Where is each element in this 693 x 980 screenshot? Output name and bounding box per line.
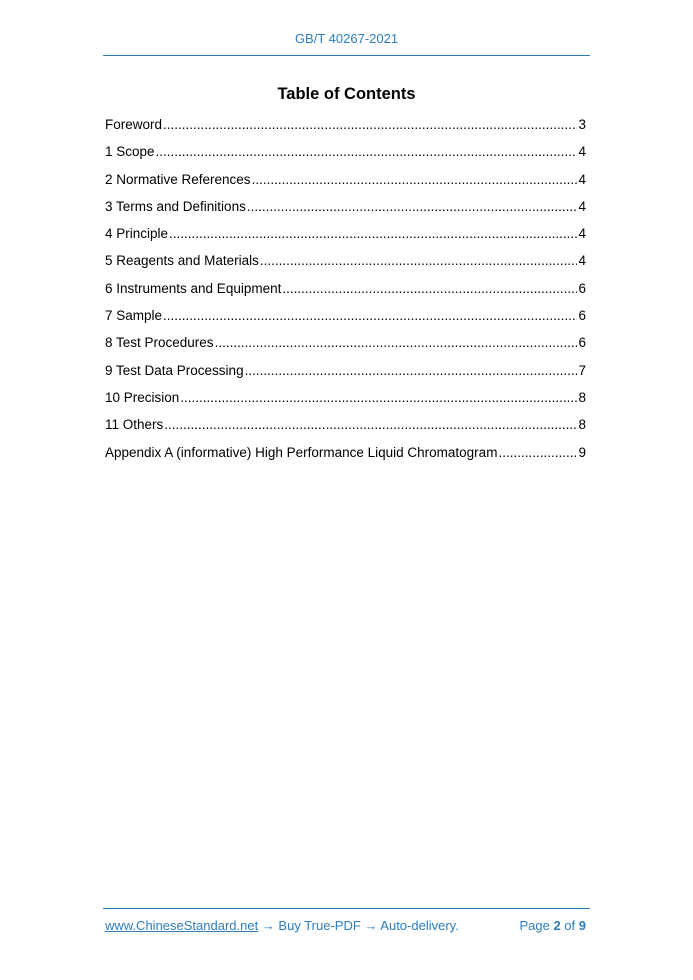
toc-entry-label: 1 Scope: [105, 144, 155, 160]
dot-leader: [163, 117, 577, 132]
dot-leader: [169, 226, 577, 241]
toc-entry-principle[interactable]: [105, 226, 586, 253]
toc-entry-page: 4: [578, 253, 586, 269]
page-number-of: of: [560, 918, 579, 933]
toc-entry-label: 8 Test Procedures: [105, 335, 214, 351]
toc-entry-page: 4: [578, 171, 586, 187]
toc-entry-label: 4 Principle: [105, 226, 169, 242]
footer-promo: [105, 918, 459, 933]
page-number-current: 2: [553, 918, 561, 933]
toc-entry-test-procedures[interactable]: [105, 335, 586, 362]
toc-entry-normative-references[interactable]: [105, 172, 586, 199]
dot-leader: [164, 417, 577, 432]
footer-promo-text: → Buy True-PDF → Auto-delivery.: [258, 918, 459, 933]
dot-leader: [156, 144, 578, 159]
page-number-total: 9: [578, 918, 586, 933]
dot-leader: [215, 335, 578, 350]
footer-divider: [103, 908, 590, 909]
toc-entry-label: 7 Sample: [105, 308, 163, 324]
toc-entry-page: 7: [578, 362, 586, 378]
toc-entry-label: 6 Instruments and Equipment: [105, 280, 282, 296]
toc-entry-page: 9: [578, 444, 586, 460]
toc-entry-scope[interactable]: [105, 144, 586, 171]
toc-entry-foreword[interactable]: [105, 117, 586, 144]
toc-entry-page: 6: [578, 335, 586, 351]
dot-leader: [282, 281, 577, 296]
toc-entry-page: 4: [578, 198, 586, 214]
toc-entry-page: 8: [578, 417, 586, 433]
dot-leader: [498, 445, 577, 460]
toc-entry-others[interactable]: [105, 417, 586, 444]
header-divider: [103, 55, 590, 56]
toc-entry-label: 3 Terms and Definitions: [105, 198, 246, 214]
toc-entry-label: 2 Normative References: [105, 171, 251, 187]
toc-entry-page: 3: [578, 117, 586, 132]
dot-leader: [245, 363, 578, 378]
toc-entry-label: 5 Reagents and Materials: [105, 253, 259, 269]
toc-entry-page: 8: [578, 389, 586, 405]
toc-entry-terms-and-definitions[interactable]: [105, 199, 586, 226]
toc-entry-page: 4: [578, 226, 586, 242]
toc-entry-label: Appendix A (informative) High Performance Liquid Chromatogram: [105, 444, 498, 460]
page-title: Table of Contents: [277, 85, 416, 103]
dot-leader: [163, 308, 577, 323]
website-link[interactable]: www.ChineseStandard.net: [105, 918, 259, 933]
dot-leader: [180, 390, 577, 405]
toc-entry-label: 9 Test Data Processing: [105, 362, 244, 378]
toc-entry-instruments-and-equipment[interactable]: [105, 281, 586, 308]
toc-entry-precision[interactable]: [105, 390, 586, 417]
toc-entry-reagents-and-materials[interactable]: [105, 253, 586, 280]
toc-entry-page: 6: [578, 308, 586, 324]
toc-entry-label: Foreword: [105, 117, 163, 132]
page-number-prefix: Page: [519, 918, 554, 933]
toc-entry-page: 6: [578, 280, 586, 296]
document-code-header: GB/T 40267-2021: [294, 31, 399, 46]
page-number: [519, 918, 586, 933]
table-of-contents: [105, 117, 586, 472]
toc-entry-label: 11 Others: [105, 417, 164, 433]
dot-leader: [247, 199, 578, 214]
dot-leader: [260, 253, 578, 268]
toc-entry-appendix-a[interactable]: [105, 445, 586, 472]
dot-leader: [252, 172, 578, 187]
toc-entry-test-data-processing[interactable]: [105, 363, 586, 390]
toc-entry-page: 4: [578, 144, 586, 160]
toc-entry-label: 10 Precision: [105, 389, 180, 405]
toc-entry-sample[interactable]: [105, 308, 586, 335]
